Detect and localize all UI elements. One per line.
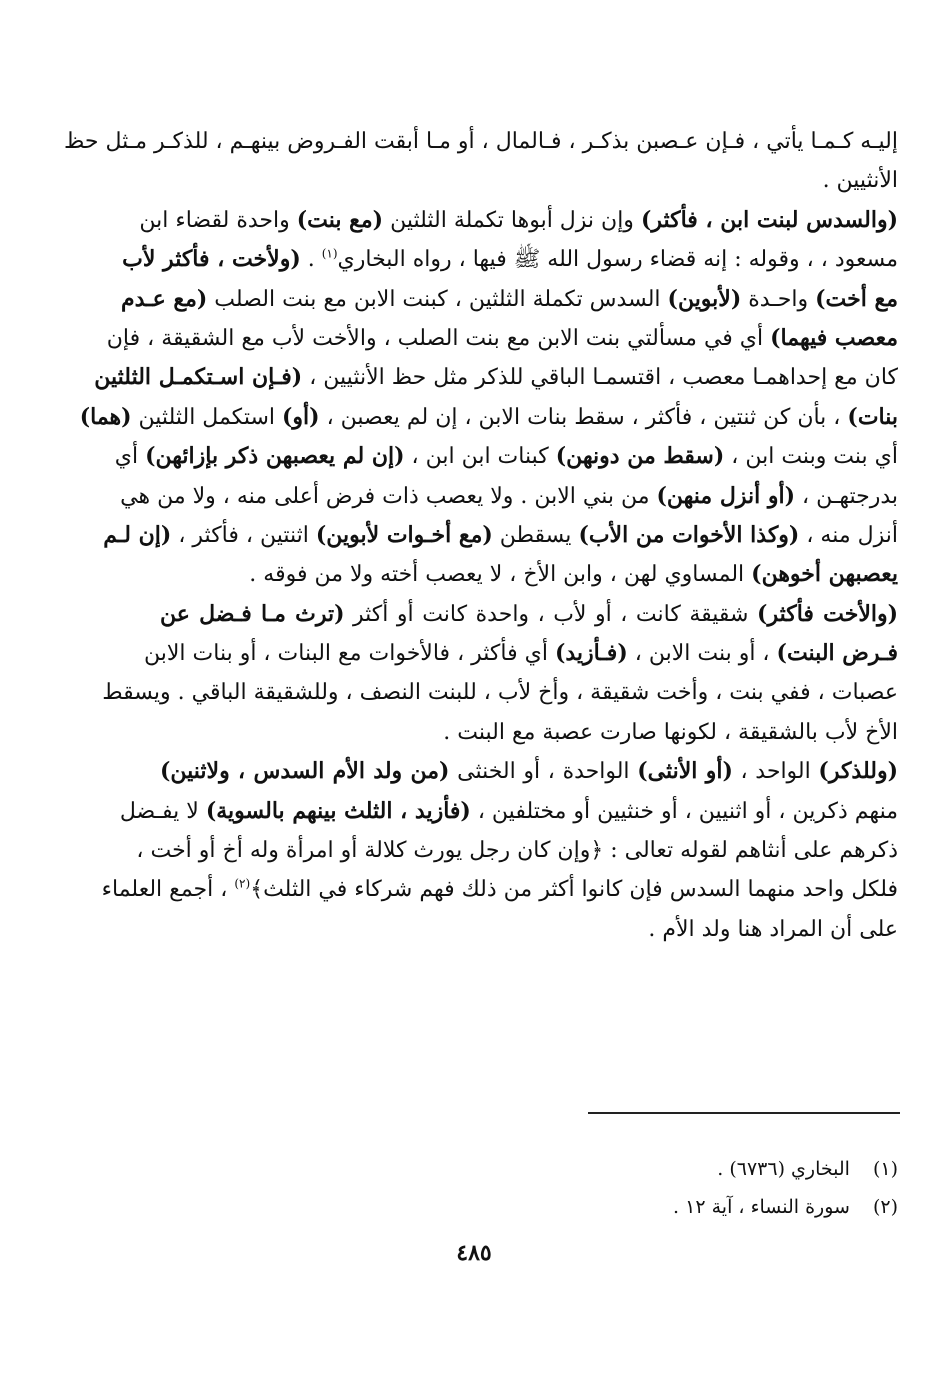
bold-term: بنات) bbox=[847, 403, 898, 430]
bold-term: (أو) bbox=[282, 403, 320, 430]
text-segment: ذكرهم على أنثاهم لقوله تعالى : ﴿وإن كان رجل يورث كلالة أو امرأة وله أخ أو أخت ، bbox=[136, 838, 898, 864]
bold-term: (أو الأنثى) bbox=[637, 758, 733, 785]
footnote-number: (١) bbox=[872, 1158, 898, 1180]
text-line bbox=[139, 201, 898, 240]
text-segment: يسقطن bbox=[492, 522, 579, 548]
bold-term: (فـإن اسـتكمـل الثلثين bbox=[94, 364, 303, 391]
bold-term: (وللذكر) bbox=[818, 758, 898, 785]
text-segment: أي bbox=[114, 444, 146, 470]
bold-term: (مع بنت) bbox=[296, 206, 384, 233]
text-line bbox=[102, 673, 898, 712]
bold-term: (لأبوين) bbox=[667, 285, 742, 312]
text-line bbox=[106, 319, 898, 358]
text-segment: لا يفـضل bbox=[119, 798, 206, 824]
footnote-number: (٢) bbox=[872, 1196, 898, 1218]
bold-term: معصب فيهما) bbox=[770, 324, 898, 351]
text-segment: أي بنت وبنت ابن ، bbox=[724, 444, 898, 470]
bold-term: يعصبهن أخوهن) bbox=[751, 561, 898, 588]
page-number: ٤٨٥ bbox=[456, 1240, 492, 1266]
text-line bbox=[144, 634, 898, 673]
bold-term: (فأزيد ، الثلث بينهم بالسوية) bbox=[205, 797, 471, 824]
text-segment: اثنتين ، فأكثر ، bbox=[171, 522, 316, 548]
text-line bbox=[160, 752, 898, 791]
footnote-2 bbox=[400, 1188, 898, 1226]
text-line bbox=[94, 358, 898, 397]
text-segment: أي في مسألتي بنت الابن مع بنت الصلب ، والأخت لأب مع الشقيقة ، فإن bbox=[106, 325, 771, 351]
text-line bbox=[103, 516, 898, 555]
text-segment: عصبات ، ففي بنت ، وأخت شقيقة ، وأخ لأب ، للبنت النصف ، وللشقيقة الباقي . ويسقط bbox=[102, 680, 898, 706]
text-segment: واحـدة bbox=[741, 286, 816, 312]
footnote-text: البخاري (٦٧٣٦) . bbox=[717, 1158, 850, 1180]
text-line bbox=[79, 398, 898, 437]
text-segment: الواحدة ، أو الخنثى bbox=[449, 759, 638, 785]
bold-term: (ولأخت ، فأكثر لأب bbox=[122, 246, 301, 273]
text-segment: كبنات ابن ابن ، bbox=[404, 444, 556, 470]
footnote-1 bbox=[400, 1150, 898, 1188]
bold-term: (فـأزيد) bbox=[554, 640, 628, 667]
text-segment: ، أجمع العلماء bbox=[101, 877, 235, 903]
text-line bbox=[136, 831, 898, 870]
bold-term: (إن لم يعصبهن ذكر بإزائهن) bbox=[145, 443, 405, 470]
bold-term: (وكذا الأخوات من الأب) bbox=[578, 521, 800, 548]
text-segment: استكمل الثلثين bbox=[131, 404, 283, 430]
text-segment: على أن المراد هنا ولد الأم . bbox=[648, 916, 898, 942]
footnote-divider bbox=[588, 1112, 900, 1114]
bold-term: (سقط من دونهن) bbox=[555, 443, 725, 470]
text-line bbox=[120, 280, 898, 319]
text-segment: واحدة لقضاء ابن bbox=[139, 207, 297, 233]
text-segment: وإن نزل أبوها تكملة الثلثين bbox=[383, 207, 641, 233]
bold-term: (والسدس لبنت ابن ، فأكثر) bbox=[640, 206, 898, 233]
text-segment: الواحد ، bbox=[732, 759, 819, 785]
bold-term: (مع عـدم bbox=[120, 285, 208, 312]
text-segment: ، بأن كن ثنتين ، فأكثر ، سقط بنات الابن ، إن لم يعصبن ، bbox=[319, 404, 848, 430]
text-line bbox=[160, 910, 898, 949]
main-text bbox=[63, 122, 899, 949]
footnote-ref: (٢) bbox=[234, 877, 251, 892]
text-segment: أنزل منه ، bbox=[799, 522, 898, 548]
text-segment: الأخ لأب بالشقيقة ، لكونها صارت عصبة مع البنت . bbox=[443, 719, 898, 745]
text-segment: كان مع إحداهمـا معصب ، اقتسمـا الباقي للذكر مثل حظ الأنثيين ، bbox=[302, 365, 898, 391]
bold-term: (هما) bbox=[79, 403, 132, 430]
text-line bbox=[160, 713, 898, 752]
text-line bbox=[101, 870, 898, 909]
bold-term: مع أخت) bbox=[815, 285, 898, 312]
text-segment: فلكل واحد منهما السدس فإن كانوا أكثر من ذلك فهم شركاء في الثلث﴾ bbox=[250, 877, 898, 903]
text-segment: إليـه كـمـا يأتي ، فـإن عـصبن بذكـر ، فـالمال ، أو مـا أبقت الفـروض بينهـم ، للذكـر مـثل حظ bbox=[63, 129, 898, 154]
bold-term: (مع أخـوات لأبوين) bbox=[315, 521, 493, 548]
bold-term: (من ولد الأم السدس ، ولاثنين) bbox=[160, 758, 450, 785]
text-segment: بدرجتهـن ، bbox=[795, 483, 898, 509]
bold-term: فـرض البنت) bbox=[776, 640, 898, 667]
text-line bbox=[119, 792, 898, 831]
bold-term: (والأخت فأكثر) bbox=[757, 600, 899, 627]
text-segment: السدس تكملة الثلثين ، كبنت الابن مع بنت الصلب bbox=[207, 286, 668, 312]
text-line bbox=[160, 595, 898, 634]
bold-term: (إن لـم bbox=[103, 521, 172, 548]
text-line bbox=[160, 161, 898, 200]
text-line bbox=[122, 240, 898, 279]
text-segment: المساوي لهن ، وابن الأخ ، لا يعصب أخته ولا من فوقه . bbox=[249, 562, 752, 588]
text-segment: شقيقة كانت ، أو لأب ، واحدة كانت أو أكثر bbox=[344, 601, 758, 627]
text-segment: . bbox=[300, 247, 322, 273]
footnote-text: سورة النساء ، آية ١٢ . bbox=[673, 1196, 850, 1218]
text-segment: ، أو بنت الابن ، bbox=[627, 641, 777, 667]
footnotes bbox=[400, 1150, 898, 1226]
text-line bbox=[114, 437, 898, 476]
bold-term: (ترث مـا فـضل عن bbox=[160, 600, 345, 627]
text-line bbox=[63, 122, 898, 161]
text-segment: الأنثيين . bbox=[822, 168, 898, 194]
footnote-ref: (١) bbox=[321, 246, 338, 261]
text-segment: من بني الابن . ولا يعصب ذات فرض أعلى منه ، ولا من هي bbox=[120, 483, 657, 509]
bold-term: (أو أنزل منهن) bbox=[656, 482, 796, 509]
text-segment: منهم ذكرين ، أو اثنيين ، أو خنثيين أو مختلفين ، bbox=[470, 798, 898, 824]
text-segment: مسعود ، ، وقوله : إنه قضاء رسول الله ﷺ فيها ، رواه البخاري bbox=[337, 247, 898, 273]
text-segment: أي فأكثر ، فالأخوات مع البنات ، أو بنات الابن bbox=[144, 641, 555, 667]
text-line bbox=[120, 477, 898, 516]
text-line bbox=[160, 555, 898, 594]
